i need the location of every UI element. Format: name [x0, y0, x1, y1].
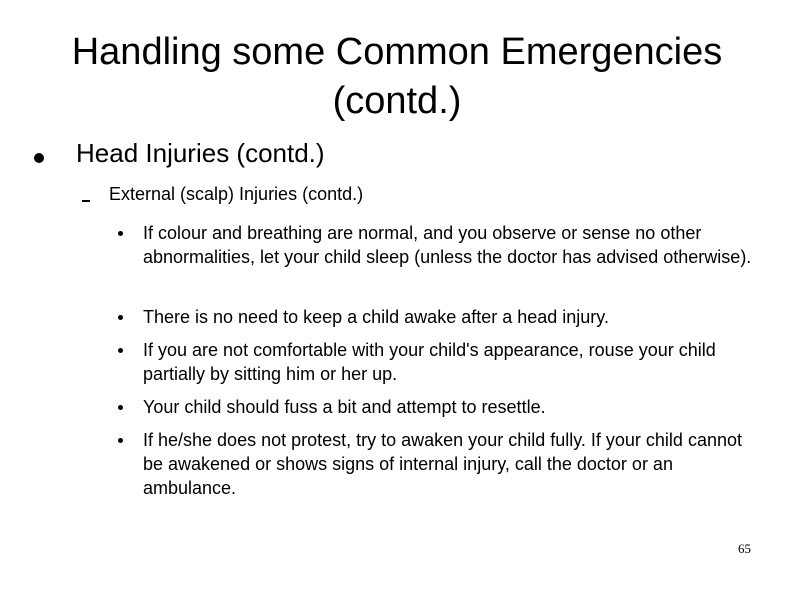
page-number: 65 [738, 541, 751, 556]
bullet-item-awaken-fully: If he/she does not protest, try to awaken your child fully. If your child cannot be awakened or shows signs of internal injury, call the doctor or an ambulance. [143, 430, 742, 498]
bullet-level1-head-injuries: Head Injuries (contd.) [76, 138, 325, 168]
bullet-icon [34, 153, 44, 163]
slide-title: Handling some Common Emergencies (contd.) [71, 31, 723, 122]
bullet-item-sleep: If colour and breathing are normal, and you observe or sense no other abnormalities, let your child sleep (unless the doctor has advised otherwise). [143, 223, 752, 267]
bullet-item-fuss: Your child should fuss a bit and attempt to resettle. [143, 397, 546, 417]
bullet-item-rouse-child: If you are not comfortable with your child's appearance, rouse your child partially by sitting him or her up. [143, 340, 716, 384]
bullet-icon [118, 405, 123, 410]
bullet-icon [118, 438, 123, 443]
bullet-level2-external-injuries: External (scalp) Injuries (contd.) [109, 184, 364, 204]
dash-bullet-icon [82, 200, 90, 202]
bullet-icon [118, 231, 123, 236]
bullet-icon [118, 348, 123, 353]
bullet-icon [118, 315, 123, 320]
bullet-item-no-need-awake: There is no need to keep a child awake after a head injury. [143, 307, 609, 327]
